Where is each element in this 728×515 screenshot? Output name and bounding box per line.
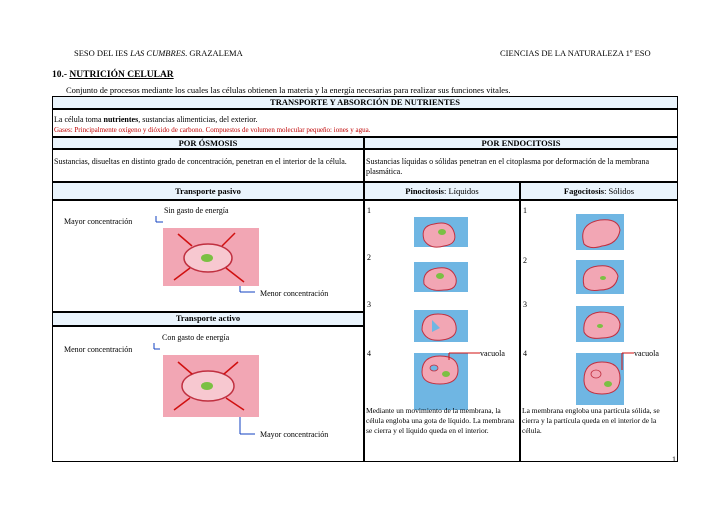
- pino-stage-2: [414, 262, 468, 292]
- fago-step-1: 1: [523, 206, 527, 215]
- pino-heading: Pinocitosis: Líquidos: [364, 182, 520, 200]
- passive-energy-label: Sin gasto de energía: [164, 206, 229, 215]
- active-heading: Transporte activo: [52, 312, 364, 326]
- pino-summary: Mediante un movimiento de la membrana, la célula engloba una gota de líquido. La membrana se cierra y el líquido queda en el interior.: [366, 406, 515, 435]
- gases-note: Gases: Principalmente oxígeno y dióxido de carbono. Compuestos de volumen molecular pequeño: iones y agua.: [54, 126, 371, 134]
- fago-step-3: 3: [523, 300, 527, 309]
- fago-stage-3: [576, 306, 624, 342]
- fago-vacuola-label: vacuola: [634, 349, 659, 358]
- pino-stage-1: [414, 217, 468, 247]
- endocitosis-heading: POR ENDOCITOSIS: [364, 137, 678, 149]
- pino-step-2: 2: [367, 253, 371, 262]
- active-low-label: Menor concentración: [64, 345, 133, 354]
- osmosis-desc: Sustancias, disueltas en distinto grado de concentración, penetran en el interior de la célula.: [54, 157, 347, 166]
- osmosis-heading: POR ÓSMOSIS: [52, 137, 364, 149]
- pino-vacuola-label: vacuola: [480, 349, 505, 358]
- endocitosis-desc: Sustancias líquidas o sólidas penetran en el citoplasma por deformación de la membrana plasmática.: [366, 157, 650, 176]
- fago-step-4: 4: [523, 349, 527, 358]
- pino-stage-4: [414, 353, 480, 387]
- fago-step-2: 2: [523, 256, 527, 265]
- subject-header: CIENCIAS DE LA NATURALEZA 1º ESO: [500, 48, 651, 58]
- section-title: 10.- NUTRICIÓN CELULAR: [52, 70, 174, 80]
- fago-stage-4: [576, 353, 634, 405]
- pino-step-3: 3: [367, 300, 371, 309]
- fago-heading: Fagocitosis: Sólidos: [520, 182, 678, 200]
- pino-step-1: 1: [367, 206, 371, 215]
- main-heading: TRANSPORTE Y ABSORCIÓN DE NUTRIENTES: [52, 96, 678, 109]
- active-energy-label: Con gasto de energía: [162, 333, 230, 342]
- passive-high-label: Mayor concentración: [64, 217, 133, 226]
- nutrients-text: La célula toma nutrientes, sustancias alimenticias, del exterior.: [54, 115, 258, 124]
- passive-heading: Transporte pasivo: [52, 182, 364, 200]
- page-number: 1: [672, 455, 676, 464]
- pino-step-4: 4: [367, 349, 371, 358]
- active-high-label: Mayor concentración: [260, 430, 329, 439]
- school-header: SESO DEL IES LAS CUMBRES. GRAZALEMA: [74, 48, 243, 58]
- fago-stage-2: [576, 260, 624, 294]
- fago-summary: La membrana engloba una partícula sólida, se cierra y la partícula queda en el interior de la célula.: [522, 406, 660, 435]
- pino-stage-3: [414, 310, 468, 342]
- section-intro: Conjunto de procesos mediante los cuales las células obtienen la materia y la energía necesarias para realizar sus funciones vitales.: [66, 85, 511, 95]
- passive-low-label: Menor concentración: [260, 289, 329, 298]
- fago-stage-1: [576, 214, 624, 250]
